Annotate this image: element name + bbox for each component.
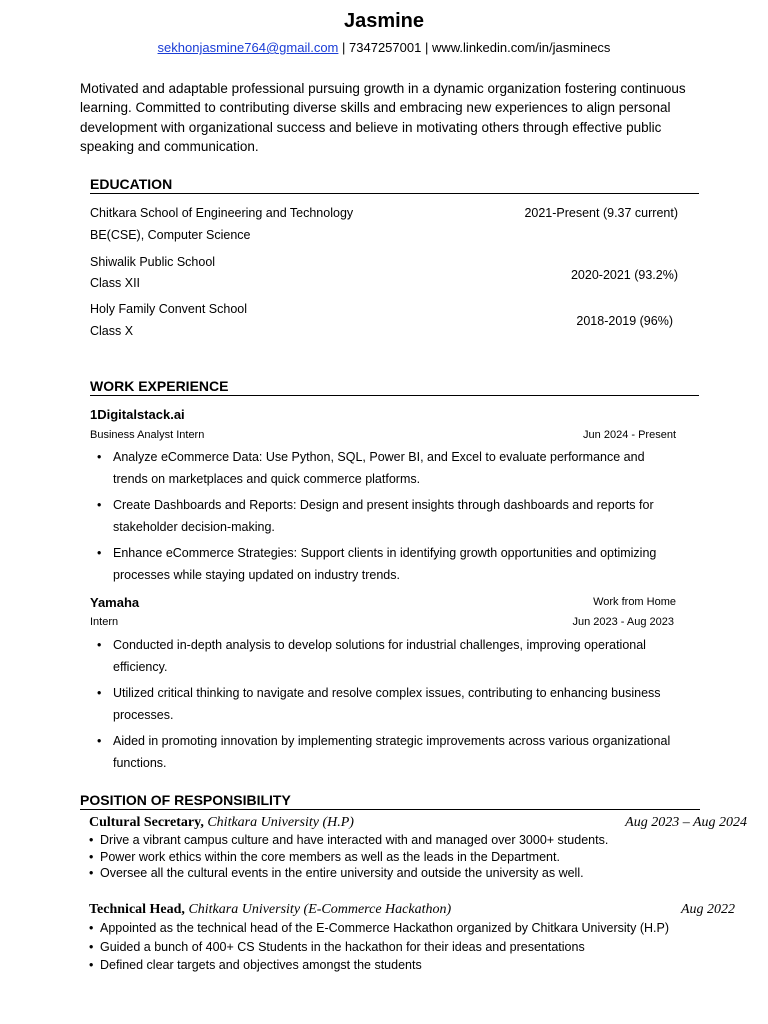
list-item: • Enhance eCommerce Strategies: Support clients in identifying growth opportunities and optimizing processes while staying updated on industry trends. — [90, 543, 680, 586]
edu-period-2: 2020-2021 (93.2%) — [570, 268, 678, 282]
edu-degree-1: BE(CSE), Computer Science — [90, 228, 251, 242]
list-item: • Guided a bunch of 400+ CS Students in the hackathon for their ideas and presentations — [87, 939, 687, 956]
edu-degree-3: Class X — [90, 324, 134, 338]
company-name: Yamaha — [90, 595, 140, 610]
separator: | — [424, 40, 429, 55]
job-period: Jun 2024 - Present — [583, 429, 676, 441]
list-item: • Utilized critical thinking to navigate and resolve complex issues, contributing to enhancing business processes. — [90, 683, 680, 726]
list-item: • Aided in promoting innovation by implementing strategic improvements across various organizational functions. — [90, 731, 680, 774]
edu-degree-2: Class XII — [90, 276, 141, 290]
edu-school-2: Shiwalik Public School — [90, 255, 216, 269]
phone-number: 7347257001 — [349, 40, 422, 55]
por-org: Chitkara University (H.P) — [207, 815, 354, 830]
list-item: • Power work ethics within the core members as well as the leads in the Department. — [87, 849, 687, 866]
job-period: Jun 2023 - Aug 2023 — [572, 616, 674, 628]
job-location: Work from Home — [593, 596, 676, 608]
separator: | — [342, 40, 346, 55]
list-item: • Drive a vibrant campus culture and have interacted with and managed over 3000+ students. — [87, 832, 687, 849]
edu-school-1: Chitkara School of Engineering and Technology — [90, 206, 354, 220]
por-period: Aug 2023 – Aug 2024 — [625, 815, 747, 830]
por-heading: POSITION OF RESPONSIBILITY — [80, 792, 700, 810]
summary-paragraph: Motivated and adaptable professional pursuing growth in a dynamic organization fostering continuous learning. Committed to contributing diverse skills and embracing new experiences to align personal development with organizational success and believe in motivating others through effective public speaking and communication. — [80, 81, 686, 154]
job-role: Intern — [90, 616, 119, 628]
list-item: • Conducted in-depth analysis to develop solutions for industrial challenges, improving operational efficiency. — [90, 635, 680, 678]
job-bullets — [90, 635, 680, 779]
list-item: • Analyze eCommerce Data: Use Python, SQL, Power BI, and Excel to evaluate performance and trends on marketplaces and quick commerce platforms. — [90, 447, 680, 490]
contact-line — [0, 40, 768, 55]
por-title-line — [89, 815, 354, 831]
list-item: • Create Dashboards and Reports: Design and present insights through dashboards and reports for stakeholder decision-making. — [90, 495, 680, 538]
por-org: Chitkara University (E-Commerce Hackathon) — [188, 902, 452, 917]
linkedin-url: www.linkedin.com/in/jasminecs — [431, 40, 611, 55]
edu-period-1: 2021-Present (9.37 current) — [524, 206, 678, 220]
por-bullets — [87, 920, 687, 974]
job-role: Business Analyst Intern — [90, 429, 205, 441]
email-link[interactable]: sekhonjasmine764@gmail.com — [157, 40, 339, 55]
work-heading: WORK EXPERIENCE — [90, 378, 699, 396]
list-item: • Defined clear targets and objectives amongst the students — [87, 957, 687, 974]
por-title-line — [89, 902, 451, 918]
por-bullets — [87, 832, 687, 882]
education-heading: EDUCATION — [90, 176, 699, 194]
edu-period-3: 2018-2019 (96%) — [576, 314, 673, 328]
por-title: Technical Head, — [89, 902, 185, 917]
list-item: • Oversee all the cultural events in the entire university and outside the university as well. — [87, 865, 687, 882]
job-bullets — [90, 447, 680, 591]
por-period: Aug 2022 — [680, 902, 735, 917]
company-name: 1Digitalstack.ai — [90, 407, 185, 422]
edu-school-3: Holy Family Convent School — [90, 302, 248, 316]
por-title: Cultural Secretary, — [89, 815, 204, 830]
list-item: • Appointed as the technical head of the E-Commerce Hackathon organized by Chitkara University (H.P) — [87, 920, 687, 937]
candidate-name: Jasmine — [343, 10, 425, 32]
